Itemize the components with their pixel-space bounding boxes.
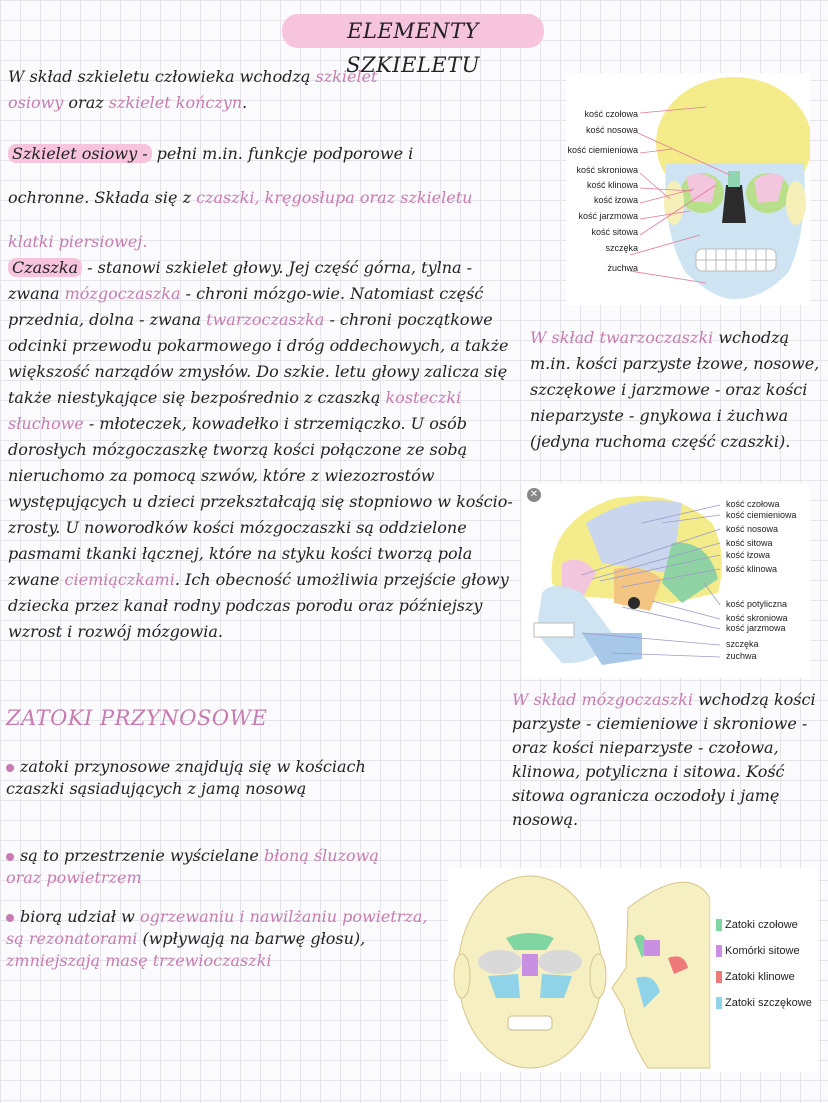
legend-item: [716, 912, 820, 938]
fig2-label: kość potyliczna: [726, 599, 788, 609]
fig1-label: żuchwa: [607, 263, 638, 273]
skull-side-labels-top: [726, 497, 812, 576]
legend-item: [716, 938, 820, 964]
fig2-label: kość skroniowa: [726, 613, 788, 623]
intro-highlight-2: szkielet kończyn: [108, 93, 243, 112]
czaszka-term: Czaszka: [8, 258, 82, 277]
fig1-label: kość sitowa: [591, 227, 638, 237]
mozgoczaszka-text: wchodzą kości parzyste - ciemieniowe i skroniowe - oraz kości nieparzyste - czołowa, klinowa, potyliczna i sitowa. Kość sitowa ogranicza oczodoły i jamę nosową.: [512, 690, 816, 829]
legend-swatch: [716, 945, 722, 957]
czaszka-text-1: - stanowi szkielet głowy. Jej część górna, tylna - zwana: [8, 258, 473, 303]
sinuses-figure: [448, 868, 818, 1072]
intro-highlight: szkielet osiowy: [8, 67, 378, 112]
zatoki-bullet-2-highlight: błoną śluzową oraz powietrzem: [6, 846, 379, 887]
twarzoczaszka-text: wchodzą m.in. kości parzyste łzowe, nosowe, szczękowe i jarzmowe - oraz kości nieparzyste - gnykowa i żuchwa (jedyna ruchoma część czaszki).: [530, 328, 820, 451]
zatoki-bullet-1: [6, 756, 376, 800]
fig1-label: kość czołowa: [584, 109, 638, 119]
legend-swatch: [716, 971, 722, 983]
fig2-label: kość czołowa: [726, 499, 780, 509]
page-title: ELEMENTY SZKIELETU: [282, 14, 544, 48]
zatoki-heading: ZATOKI PRZYNOSOWE: [6, 706, 268, 730]
czaszka-text-2: - chroni mózgo-wie. Natomiast część przednia, dolna - zwana: [8, 284, 484, 329]
legend-item: [716, 964, 820, 990]
fig1-label: kość skroniowa: [576, 165, 638, 175]
legend-label: Komórki sitowe: [725, 945, 800, 957]
bullet-dot: [6, 853, 14, 861]
sinuses-legend: [716, 912, 820, 1016]
skull-side-labels-bottom: [726, 597, 812, 661]
twarzoczaszka-heading: W skład twarzoczaszki: [530, 328, 714, 347]
fig2-label: żuchwa: [726, 651, 757, 661]
skull-front-figure: [566, 73, 810, 305]
fig1-label: szczęka: [605, 243, 638, 253]
bullet-dot: [6, 764, 14, 772]
legend-swatch: [716, 997, 722, 1009]
czaszka-text-5: . Ich obecność umożliwia przejście głowy dziecka przez kanał rodny podczas porodu oraz późniejszy wzrost i rozwój mózgowia.: [8, 570, 509, 641]
intro-text-end: .: [242, 93, 248, 112]
fig2-label: kość klinowa: [726, 564, 778, 574]
zatoki-bullet-1-text: zatoki przynosowe znajdują się w kościach czaszki sąsiadujących z jamą nosową: [6, 757, 366, 798]
skull-side-figure: [522, 483, 810, 678]
fig2-label: kość jarzmowa: [726, 623, 786, 633]
bullet-dot: [6, 914, 14, 922]
fig1-label: kość jarzmowa: [578, 211, 638, 221]
twarzoczaszka-term: twarzoczaszka: [206, 310, 325, 329]
fig2-label: kość sitowa: [726, 538, 773, 548]
zatoki-bullet-3-highlight-2: zmniejszają masę trzewioczaszki: [6, 951, 272, 970]
intro-paragraph: [8, 64, 378, 116]
fig1-label: kość nosowa: [585, 125, 638, 135]
osiowy-paragraph: [8, 132, 478, 264]
zatoki-bullet-3-text: biorą udział w: [20, 907, 140, 926]
kosteczki-term: kosteczki słuchowe: [8, 388, 462, 433]
fig1-label: kość ciemieniowa: [567, 145, 638, 155]
legend-item: [716, 990, 820, 1016]
skull-front-labels: [566, 107, 638, 277]
czaszka-text-3: - chroni początkowe odcinki przewodu pokarmowego i dróg oddechowych, a także większość narządów zmysłów. Do szkie. letu głowy zalicza się także niestykające się bezpośrednio z czaszką: [8, 310, 509, 407]
intro-text: W skład szkieletu człowieka wchodzą: [8, 67, 316, 86]
ciemiaczka-term: ciemiączkami: [64, 570, 175, 589]
legend-label: Zatoki szczękowe: [725, 997, 812, 1009]
fig1-label: kość łzowa: [593, 195, 638, 205]
zatoki-bullet-3: [6, 906, 432, 972]
close-icon[interactable]: ✕: [527, 488, 541, 502]
legend-label: Zatoki klinowe: [725, 971, 795, 983]
intro-text-mid: oraz: [63, 93, 109, 112]
legend-swatch: [716, 919, 722, 931]
osiowy-highlight: czaszki, kręgosłupa oraz szkieletu klatki piersiowej.: [8, 188, 473, 251]
fig1-label: kość klinowa: [586, 180, 638, 190]
fig2-label: kość łzowa: [726, 550, 771, 560]
zatoki-bullet-2-text: są to przestrzenie wyścielane: [20, 846, 264, 865]
zatoki-bullet-3-text-2: (wpływają na barwę głosu),: [137, 929, 366, 948]
fig2-label: kość nosowa: [726, 524, 779, 534]
osiowy-term: Szkielet osiowy -: [8, 144, 152, 163]
fig2-label: kość ciemieniowa: [726, 510, 797, 520]
czaszka-text-4: - młoteczek, kowadełko i strzemiączko. U osób dorosłych mózgoczaszkę tworzą kości połączone ze sobą nieruchomo za pomocą szwów, które z wiezozrostów występujących u dzieci przekształcają się stopniowo w kościo-zrosty. U noworodków kości mózgoczaszki są oddzielone pasmami tkanki łącznej, które na styku kości tworzą pola zwane: [8, 414, 513, 589]
czaszka-paragraph: [8, 255, 528, 645]
mozgoczaszka-heading: W skład mózgoczaszki: [512, 690, 693, 709]
zatoki-bullet-3-highlight-1: ogrzewaniu i nawilżaniu powietrza, są rezonatorami: [6, 907, 428, 948]
twarzoczaszka-paragraph: [530, 325, 826, 455]
legend-label: Zatoki czołowe: [725, 919, 798, 931]
zatoki-bullet-2: [6, 845, 406, 889]
mozgoczaszka-term: mózgoczaszka: [64, 284, 181, 303]
osiowy-text: pełni m.in. funkcje podporowe i ochronne. Składa się z: [8, 144, 414, 207]
fig2-label: szczęka: [726, 639, 759, 649]
mozgoczaszka-paragraph: [512, 688, 826, 832]
